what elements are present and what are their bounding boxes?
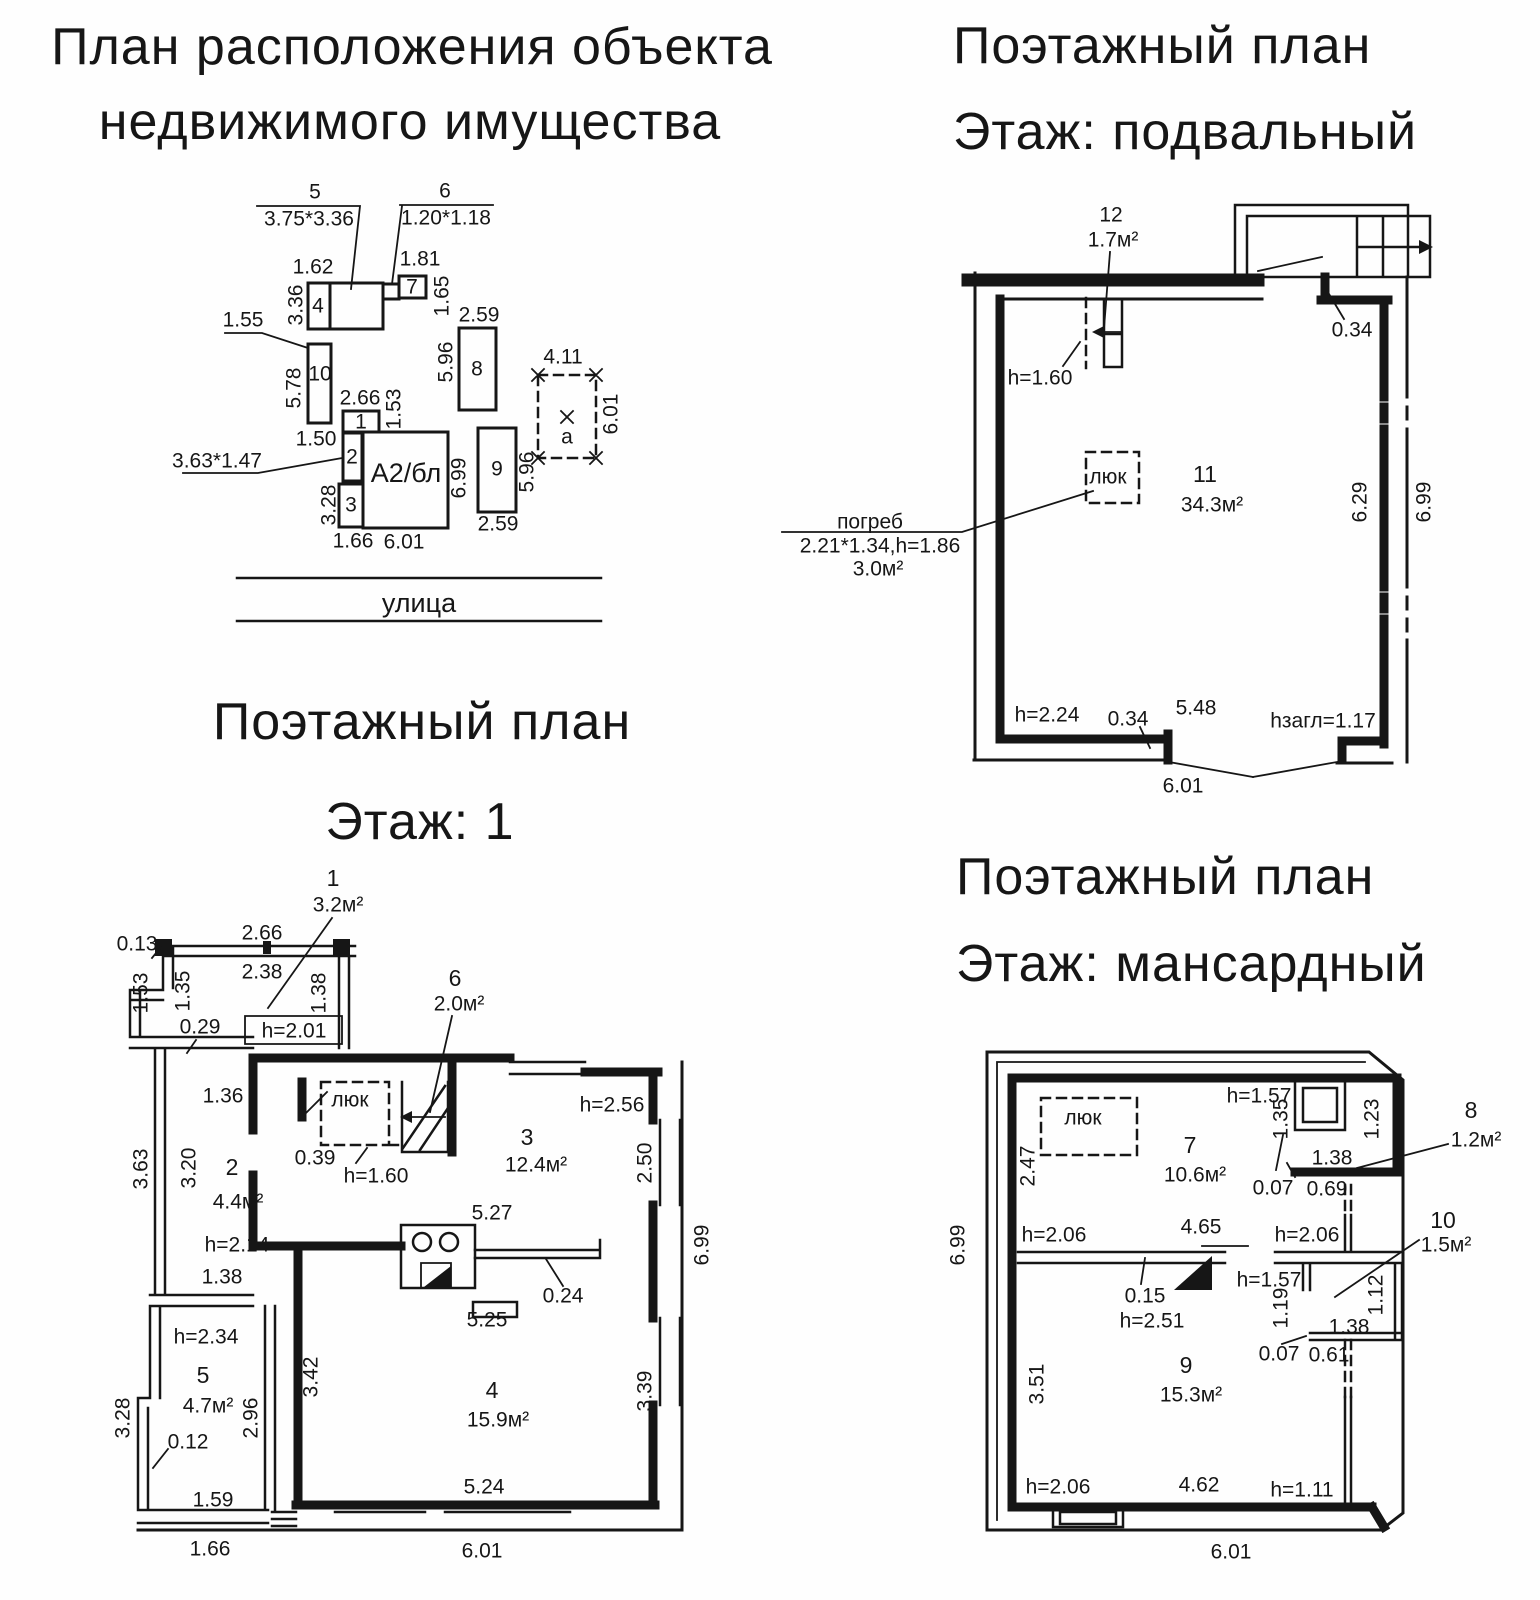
floor1-dim-524: 5.24 xyxy=(463,1475,505,1499)
floor1-stove-burner-left xyxy=(413,1233,431,1251)
floor1-dim-320: 3.20 xyxy=(177,1147,201,1189)
site-b7-label: 7 xyxy=(406,275,418,299)
attic-hatch-label: люк xyxy=(1064,1106,1102,1130)
attic-dim-601: 6.01 xyxy=(1210,1540,1252,1564)
site-dim-596a: 5.96 xyxy=(434,341,458,383)
floor1-h214: h=2.14 xyxy=(204,1233,270,1257)
attic-dim-138-top: 1.38 xyxy=(1311,1146,1353,1170)
attic-r7-area: 10.6м² xyxy=(1163,1163,1227,1187)
floor1-title-line2: Этаж: 1 xyxy=(325,793,515,851)
site-callout5-size: 3.75*3.36 xyxy=(264,207,354,231)
attic-r9-area: 15.3м² xyxy=(1159,1383,1223,1407)
floor1-r1-num: 1 xyxy=(326,865,340,891)
site-callout6-size: 1.20*1.18 xyxy=(401,206,491,230)
attic-dim-138-mid: 1.38 xyxy=(1328,1315,1370,1339)
floor1-r3-num: 3 xyxy=(520,1124,534,1150)
basement-hzagl: hзагл=1.17 xyxy=(1270,709,1376,733)
basement-h160: h=1.60 xyxy=(1007,366,1073,390)
site-b9-label: 9 xyxy=(491,457,503,481)
floor1-dim-166: 1.66 xyxy=(189,1537,231,1561)
floor1-dim-029: 0.29 xyxy=(179,1015,221,1039)
attic-dim-119: 1.19 xyxy=(1269,1287,1293,1329)
attic-r8-num: 8 xyxy=(1464,1097,1478,1123)
basement-plan xyxy=(782,17,1436,798)
floor1-dim-138-veranda: 1.38 xyxy=(307,972,331,1014)
site-dim-596b: 5.96 xyxy=(515,451,539,493)
attic-dim-112: 1.12 xyxy=(1364,1274,1388,1316)
floor1-walls-thick xyxy=(253,1058,658,1505)
attic-dim-061: 0.61 xyxy=(1308,1343,1350,1367)
site-callout2-size: 3.63*1.47 xyxy=(172,449,262,473)
attic-dim-135: 1.35 xyxy=(1269,1098,1293,1140)
site-b10-label: 10 xyxy=(308,362,332,386)
attic-outer-boundary xyxy=(987,1052,1403,1530)
site-dim-155: 1.55 xyxy=(222,308,264,332)
floor1-plan xyxy=(112,693,714,1563)
floor1-stove-burner-right xyxy=(440,1233,458,1251)
site-title-line1: План расположения объекта xyxy=(51,18,773,76)
basement-h224: h=2.24 xyxy=(1014,703,1080,727)
attic-dim-462: 4.62 xyxy=(1178,1473,1220,1497)
floor1-dim-153: 1.53 xyxy=(129,972,153,1014)
floor1-dim-363: 3.63 xyxy=(129,1148,153,1190)
basement-r11-area: 34.3м² xyxy=(1180,493,1244,517)
floor1-h160: h=1.60 xyxy=(343,1164,409,1188)
basement-walls-thin xyxy=(974,273,1407,763)
attic-title-line2: Этаж: мансардный xyxy=(956,935,1427,993)
floor1-dim-296: 2.96 xyxy=(239,1397,263,1439)
basement-cellar-note1: погреб xyxy=(837,510,903,534)
floor1-dim-159: 1.59 xyxy=(192,1488,234,1512)
site-dim-259a: 2.59 xyxy=(458,303,500,327)
floor1-r6-num: 6 xyxy=(448,965,462,991)
site-b8-label: 8 xyxy=(471,357,483,381)
floor1-r4-num: 4 xyxy=(485,1377,499,1403)
attic-h206-left: h=2.06 xyxy=(1021,1223,1087,1247)
site-dim-153: 1.53 xyxy=(382,388,406,430)
floor1-stove-body xyxy=(401,1225,517,1317)
site-dim-181: 1.81 xyxy=(399,247,441,271)
site-dim-166: 1.66 xyxy=(332,529,374,553)
attic-r7-num: 7 xyxy=(1183,1132,1197,1158)
attic-walls-thick xyxy=(1012,1078,1399,1527)
attic-h111: h=1.11 xyxy=(1270,1478,1334,1502)
floor1-dim-525: 5.25 xyxy=(466,1308,508,1332)
attic-h157-mid: h=1.57 xyxy=(1236,1268,1302,1292)
attic-dim-351: 3.51 xyxy=(1025,1363,1049,1405)
basement-stairs xyxy=(1235,205,1430,277)
attic-dim-123: 1.23 xyxy=(1360,1098,1384,1140)
site-dim-601a: 6.01 xyxy=(599,393,623,435)
floor1-title-line1: Поэтажный план xyxy=(212,693,632,751)
attic-dim-007-top: 0.07 xyxy=(1252,1176,1294,1200)
floor1-dim-699: 6.99 xyxy=(690,1224,714,1266)
attic-h206-right: h=2.06 xyxy=(1274,1223,1340,1247)
site-dim-259b: 2.59 xyxy=(477,512,519,536)
site-dim-336: 3.36 xyxy=(284,284,308,326)
attic-title-line1: Поэтажный план xyxy=(956,848,1375,906)
basement-r12-area: 1.7м² xyxy=(1087,228,1139,252)
attic-dim-069: 0.69 xyxy=(1306,1177,1348,1201)
floor1-r6-area: 2.0м² xyxy=(433,992,485,1016)
site-callout6-num: 6 xyxy=(439,179,451,203)
floor1-r2-num: 2 xyxy=(225,1154,239,1180)
basement-cellar-note3: 3.0м² xyxy=(852,557,904,581)
site-dim-150: 1.50 xyxy=(295,427,337,451)
basement-door-swing xyxy=(1258,257,1322,271)
basement-hatch-label: люк xyxy=(1089,465,1127,489)
site-street-label: улица xyxy=(381,588,457,618)
floor1-dim-339: 3.39 xyxy=(633,1370,657,1412)
floor1-dim-601: 6.01 xyxy=(461,1539,503,1563)
floor1-dim-527: 5.27 xyxy=(471,1201,513,1225)
floor1-r3-area: 12.4м² xyxy=(504,1153,568,1177)
floor1-r5-num: 5 xyxy=(196,1362,210,1388)
floor1-dim-238: 2.38 xyxy=(241,960,283,984)
site-dim-328: 3.28 xyxy=(317,484,341,526)
site-main-building-label: А2/бл xyxy=(370,458,442,488)
basement-dim-034-top: 0.34 xyxy=(1331,318,1373,342)
floor1-hatch-label: люк xyxy=(331,1088,369,1112)
site-dim-162: 1.62 xyxy=(292,255,334,279)
attic-r8-area: 1.2м² xyxy=(1450,1128,1502,1152)
floor1-dim-136: 1.36 xyxy=(202,1084,244,1108)
site-b3-label: 3 xyxy=(345,493,357,517)
attic-dim-007-mid: 0.07 xyxy=(1258,1342,1300,1366)
attic-dim-699: 6.99 xyxy=(946,1224,970,1266)
floor1-dim-013: 0.13 xyxy=(116,932,158,956)
basement-r12-num: 12 xyxy=(1099,203,1123,227)
floor1-h234: h=2.34 xyxy=(173,1325,239,1349)
floor1-dim-138-r2: 1.38 xyxy=(201,1265,243,1289)
site-title-line2: недвижимого имущества xyxy=(98,93,722,151)
basement-dim-601: 6.01 xyxy=(1162,774,1204,798)
site-dim-578: 5.78 xyxy=(282,367,306,409)
basement-cellar-ladder xyxy=(1104,300,1122,367)
basement-r11-num: 11 xyxy=(1193,461,1217,487)
basement-cellar-note2: 2.21*1.34,h=1.86 xyxy=(799,534,961,558)
basement-dim-629: 6.29 xyxy=(1348,481,1372,523)
attic-h157-top: h=1.57 xyxy=(1226,1084,1292,1108)
floor1-r5-area: 4.7м² xyxy=(182,1394,234,1418)
floor1-r2-area: 4.4м² xyxy=(212,1190,264,1214)
attic-r9-num: 9 xyxy=(1179,1352,1193,1378)
site-callout5-num: 5 xyxy=(309,180,321,204)
attic-dim-015: 0.15 xyxy=(1124,1284,1166,1308)
site-dim-601: 6.01 xyxy=(383,530,425,554)
site-b4-label: 4 xyxy=(312,294,324,318)
floor1-dim-328: 3.28 xyxy=(111,1397,135,1439)
floor1-dim-039: 0.39 xyxy=(294,1146,336,1170)
floor1-h201: h=2.01 xyxy=(261,1019,327,1043)
basement-title-line1: Поэтажный план xyxy=(953,17,1372,75)
site-plan xyxy=(51,18,773,621)
basement-dim-034-bot: 0.34 xyxy=(1107,707,1149,731)
attic-dim-247: 2.47 xyxy=(1016,1145,1040,1187)
site-b1-label: 1 xyxy=(355,410,367,434)
floor1-dim-250: 2.50 xyxy=(633,1142,657,1184)
site-dim-411: 4.11 xyxy=(543,345,583,369)
basement-walls-thick xyxy=(1000,277,1388,760)
floor1-h256: h=2.56 xyxy=(579,1093,645,1117)
attic-dim-465: 4.65 xyxy=(1180,1215,1222,1239)
attic-r10-area: 1.5м² xyxy=(1420,1233,1472,1257)
site-dim-266: 2.66 xyxy=(339,386,381,410)
floor1-dim-266: 2.66 xyxy=(241,921,283,945)
floor1-firebox-fill-icon xyxy=(424,1266,451,1287)
attic-plan xyxy=(947,848,1502,1564)
attic-h206-bot: h=2.06 xyxy=(1025,1475,1091,1499)
site-shed-a-label: а xyxy=(561,425,573,449)
floor1-r1-area: 3.2м² xyxy=(312,893,364,917)
floor1-dim-342: 3.42 xyxy=(299,1356,323,1398)
floor1-r4-area: 15.9м² xyxy=(466,1408,530,1432)
site-b2-label: 2 xyxy=(346,445,358,469)
floor1-dim-024: 0.24 xyxy=(542,1284,584,1308)
basement-dim-699: 6.99 xyxy=(1412,481,1436,523)
site-dim-165: 1.65 xyxy=(430,275,454,317)
attic-stove-triangle-icon xyxy=(1174,1256,1212,1290)
attic-r10-num: 10 xyxy=(1430,1207,1456,1233)
basement-title-line2: Этаж: подвальный xyxy=(953,103,1418,161)
basement-dim-548: 5.48 xyxy=(1175,696,1217,720)
basement-cellar-arrowhead-icon xyxy=(1092,326,1104,338)
floor1-dim-012: 0.12 xyxy=(167,1430,209,1454)
attic-h251: h=2.51 xyxy=(1119,1309,1185,1333)
site-shed-a-xmarks xyxy=(532,369,602,464)
floor1-annex-door-dashes xyxy=(272,1512,296,1526)
site-dim-699: 6.99 xyxy=(447,457,471,499)
floor1-dim-135: 1.35 xyxy=(171,970,195,1012)
